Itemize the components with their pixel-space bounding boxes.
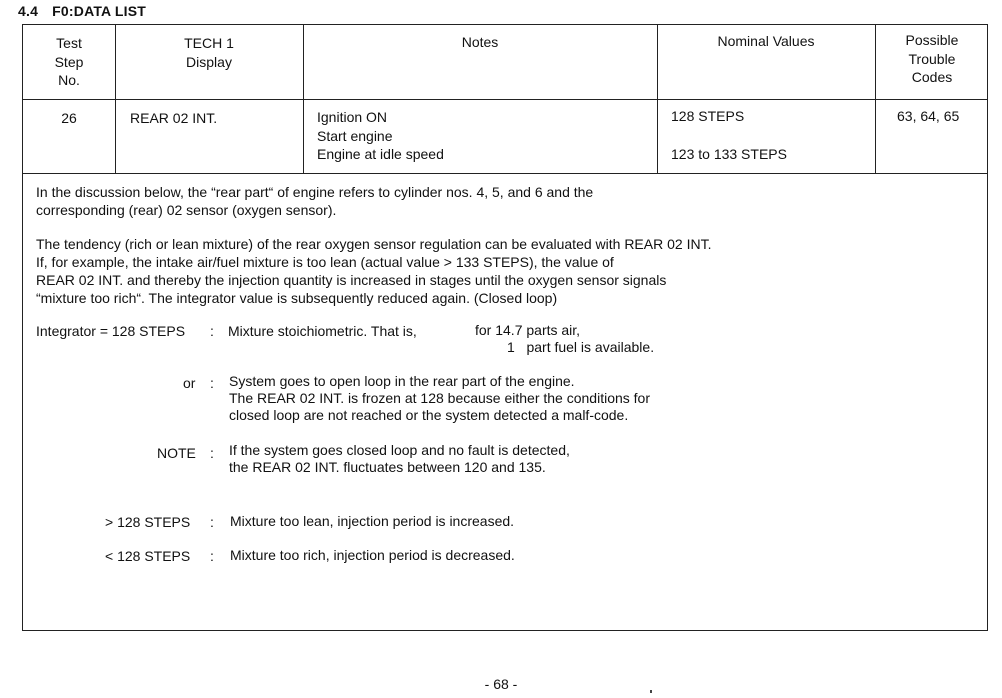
- cell-nominal-value-2: 123 to 133 STEPS: [671, 146, 787, 162]
- header-tech1-line: TECH 1: [184, 35, 234, 51]
- notes-line: Start engine: [317, 127, 393, 144]
- lt-text: Mixture too rich, injection period is decreased.: [230, 547, 515, 563]
- notes-line: Ignition ON: [317, 109, 388, 125]
- cell-step-number: 26: [61, 110, 77, 126]
- or-separator: :: [210, 375, 214, 391]
- header-codes-line: Codes: [911, 69, 953, 85]
- header-codes-line: Trouble: [908, 50, 956, 67]
- header-tech1-display: [115, 34, 303, 71]
- header-codes-line: Possible: [905, 32, 959, 48]
- intro-line: corresponding (rear) 02 sensor (oxygen sensor).: [36, 202, 337, 218]
- note-line: If the system goes closed loop and no fault is detected,: [229, 442, 570, 458]
- tendency-paragraph: [36, 235, 711, 307]
- notes-line: Engine at idle speed: [317, 146, 444, 162]
- integrator-text: Mixture stoichiometric. That is,: [228, 323, 417, 339]
- section-heading: [18, 3, 146, 19]
- intro-paragraph: [36, 183, 593, 219]
- integrator-extra-air: for 14.7 parts air,: [475, 322, 581, 338]
- lt-label: < 128 STEPS: [105, 548, 191, 564]
- cell-trouble-codes: 63, 64, 65: [897, 108, 960, 124]
- header-notes: Notes: [461, 34, 499, 50]
- note-line: the REAR 02 INT. fluctuates between 120 and 135.: [229, 459, 546, 475]
- gt-label: > 128 STEPS: [105, 514, 191, 530]
- tendency-line: If, for example, the intake air/fuel mixture is too lean (actual value > 133 STEPS), the value of: [36, 254, 614, 270]
- header-test-step-line: No.: [58, 72, 80, 88]
- lt-separator: :: [210, 548, 214, 564]
- or-line: The REAR 02 INT. is frozen at 128 because either the conditions for: [229, 390, 651, 406]
- header-nominal-values: Nominal Values: [717, 33, 815, 49]
- tendency-line: The tendency (rich or lean mixture) of the rear oxygen sensor regulation can be evaluated with REAR 02 INT.: [36, 236, 712, 252]
- cell-notes: [317, 108, 444, 164]
- header-tech1-line: Display: [186, 53, 232, 70]
- note-label: NOTE: [157, 445, 196, 461]
- or-label: or: [183, 375, 196, 391]
- scan-speck: [650, 690, 652, 693]
- intro-line: In the discussion below, the “rear part“ of engine refers to cylinder nos. 4, 5, and 6 and the: [36, 184, 594, 200]
- header-row-divider: [23, 99, 987, 100]
- section-title: F0:DATA LIST: [52, 3, 147, 19]
- cell-nominal-value-1: 128 STEPS: [671, 108, 745, 124]
- page-number: - 68 -: [484, 676, 518, 692]
- integrator-separator: :: [210, 323, 214, 339]
- or-line: closed loop are not reached or the system detected a malf-code.: [229, 407, 629, 423]
- header-test-step-line: Test: [56, 35, 82, 51]
- gt-separator: :: [210, 514, 214, 530]
- section-number: 4.4: [18, 3, 39, 19]
- note-separator: :: [210, 445, 214, 461]
- header-trouble-codes: [875, 31, 989, 87]
- header-test-step-line: Step: [54, 53, 84, 70]
- data-list-frame: [22, 24, 988, 631]
- integrator-extra-fuel: 1 part fuel is available.: [507, 339, 655, 355]
- tendency-line: REAR 02 INT. and thereby the injection quantity is increased in stages until the oxygen sensor signals: [36, 272, 667, 288]
- tendency-line: “mixture too rich“. The integrator value is subsequently reduced again. (Closed loop): [36, 290, 558, 306]
- cell-tech1-display: REAR 02 INT.: [130, 110, 218, 126]
- or-text: [229, 373, 650, 424]
- note-text: [229, 442, 570, 476]
- header-test-step: [23, 34, 115, 90]
- or-line: System goes to open loop in the rear part of the engine.: [229, 373, 575, 389]
- gt-text: Mixture too lean, injection period is increased.: [230, 513, 515, 529]
- integrator-label: Integrator = 128 STEPS: [36, 323, 186, 339]
- table-bottom-divider: [23, 173, 987, 174]
